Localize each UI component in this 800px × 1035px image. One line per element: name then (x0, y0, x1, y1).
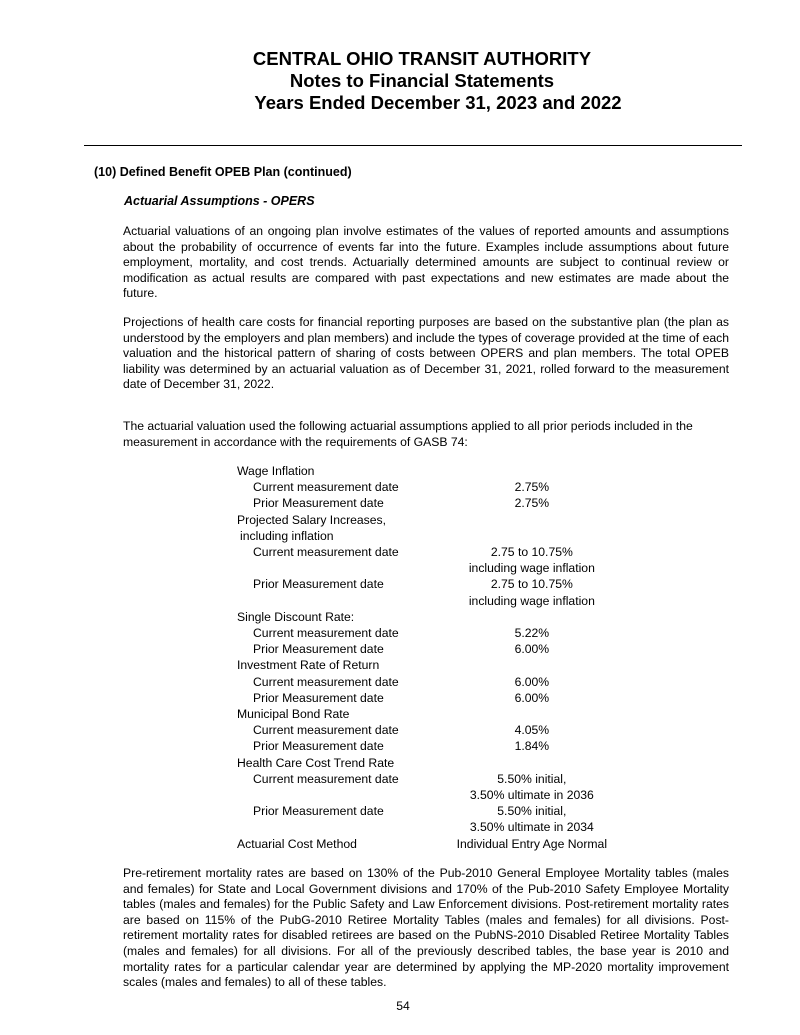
assumption-label: Actuarial Cost Method (237, 836, 357, 851)
page-header (0, 48, 800, 114)
assumption-row (237, 560, 617, 576)
assumption-value: 5.22% (514, 626, 550, 641)
assumption-label: Health Care Cost Trend Rate (237, 755, 395, 770)
assumption-value: Individual Entry Age Normal (456, 836, 608, 851)
assumption-value: including wage inflation (468, 561, 595, 576)
assumption-label (237, 560, 447, 576)
assumption-value (447, 657, 617, 673)
assumption-label (237, 819, 447, 835)
assumption-value: including wage inflation (468, 593, 595, 608)
assumption-value: 1.84% (514, 739, 550, 754)
assumption-value (447, 755, 617, 771)
subsection-title: Actuarial Assumptions - OPERS (124, 194, 315, 208)
assumption-row (237, 722, 617, 738)
assumption-value: 6.00% (514, 642, 550, 657)
document-title: Notes to Financial Statements (289, 70, 555, 91)
paragraph-assumptions-intro: The actuarial valuation used the following actuarial assumptions applied to all prior periods included in the measurement in accordance with the requirements of GASB 74: (123, 419, 693, 449)
assumption-row (237, 819, 617, 835)
assumption-label: Current measurement date (253, 545, 399, 560)
assumption-label: Current measurement date (253, 723, 399, 738)
assumption-label: Municipal Bond Rate (237, 707, 350, 722)
assumption-label (237, 593, 447, 609)
assumption-row (237, 528, 617, 544)
assumption-value: 2.75 to 10.75% (490, 577, 573, 592)
assumption-value: 5.50% initial, (497, 804, 567, 819)
reporting-period: Years Ended December 31, 2023 and 2022 (254, 92, 622, 113)
assumption-value (447, 528, 617, 544)
assumption-value: 6.00% (514, 674, 550, 689)
assumption-value: 3.50% ultimate in 2034 (469, 820, 594, 835)
assumption-row (237, 674, 617, 690)
assumption-label: Prior Measurement date (253, 496, 384, 511)
assumption-row (237, 771, 617, 787)
assumption-value: 5.50% initial, (497, 771, 567, 786)
assumption-value: 2.75 to 10.75% (490, 545, 573, 560)
assumption-row (237, 803, 617, 819)
assumption-label (237, 787, 447, 803)
assumption-label: including inflation (240, 528, 334, 543)
assumption-row (237, 641, 617, 657)
assumption-row (237, 657, 617, 673)
assumption-row (237, 787, 617, 803)
assumption-label: Prior Measurement date (253, 642, 384, 657)
assumption-label: Prior Measurement date (253, 739, 384, 754)
actuarial-assumptions-table (237, 463, 617, 852)
assumption-row (237, 576, 617, 592)
assumption-label: Projected Salary Increases, (237, 512, 387, 527)
assumption-row (237, 479, 617, 495)
page-number: 54 (396, 999, 410, 1013)
assumption-value: 4.05% (514, 723, 550, 738)
assumption-row (237, 738, 617, 754)
header-divider (84, 145, 742, 146)
assumption-label: Prior Measurement date (253, 577, 384, 592)
assumption-label: Prior Measurement date (253, 690, 384, 705)
assumption-row (237, 625, 617, 641)
assumption-row (237, 512, 617, 528)
assumption-value: 2.75% (514, 480, 550, 495)
assumption-label: Current measurement date (253, 771, 399, 786)
assumption-label: Prior Measurement date (253, 804, 384, 819)
assumption-label: Current measurement date (253, 480, 399, 495)
assumption-label: Investment Rate of Return (237, 658, 380, 673)
assumption-row (237, 836, 617, 852)
assumption-value (447, 609, 617, 625)
assumption-row (237, 593, 617, 609)
assumption-value (447, 706, 617, 722)
assumption-row (237, 463, 617, 479)
organization-name: CENTRAL OHIO TRANSIT AUTHORITY (252, 48, 592, 69)
section-title: (10) Defined Benefit OPEB Plan (continued) (94, 165, 352, 179)
paragraph-actuarial-valuations: Actuarial valuations of an ongoing plan involve estimates of the values of reported amounts and assumptions about the probability of occurrence of events far into the future. Examples include assumptions about future employment, mortality, and cost trends. Actuarially determined amounts are subject to continual review or modification as actual results are compared with past expectations and new estimates are made about the future. (123, 224, 729, 301)
assumption-value: 3.50% ultimate in 2036 (469, 788, 594, 803)
assumption-row (237, 755, 617, 771)
assumption-label: Current measurement date (253, 674, 399, 689)
assumption-value (447, 512, 617, 528)
assumption-row (237, 544, 617, 560)
assumption-value: 6.00% (514, 690, 550, 705)
assumption-value (447, 463, 617, 479)
assumption-value: 2.75% (514, 496, 550, 511)
assumption-row (237, 609, 617, 625)
paragraph-mortality-rates: Pre-retirement mortality rates are based on 130% of the Pub-2010 General Employee Mortality tables (males and females) for State and Local Government divisions and 170% of the Pub-2010 Safety Employee Mortality tables (males and females) for the Public Safety and Law Enforcement divisions. Post-retirement mortality rates are based on 115% of the PubG-2010 Retiree Mortality Tables (males and females) for all divisions. Post-retirement mortality rates for disabled retirees are based on the PubNS-2010 Disabled Retiree Mortality Tables (males and females) for all divisions. For all of the previously described tables, the base year is 2010 and mortality rates for a particular calendar year are determined by applying the MP-2020 mortality improvement scales (males and females) to all of these tables. (123, 866, 729, 990)
assumption-label: Wage Inflation (237, 464, 315, 478)
assumption-row (237, 495, 617, 511)
assumption-row (237, 690, 617, 706)
assumption-label: Single Discount Rate: (237, 609, 355, 624)
assumption-label: Current measurement date (253, 626, 399, 641)
paragraph-health-care-projections: Projections of health care costs for financial reporting purposes are based on the substantive plan (the plan as understood by the employers and plan members) and include the types of coverage provided at the time of each valuation and the historical pattern of sharing of costs between OPERS and plan members. The total OPEB liability was determined by an actuarial valuation as of December 31, 2021, rolled forward to the measurement date of December 31, 2022. (123, 315, 729, 392)
assumption-row (237, 706, 617, 722)
